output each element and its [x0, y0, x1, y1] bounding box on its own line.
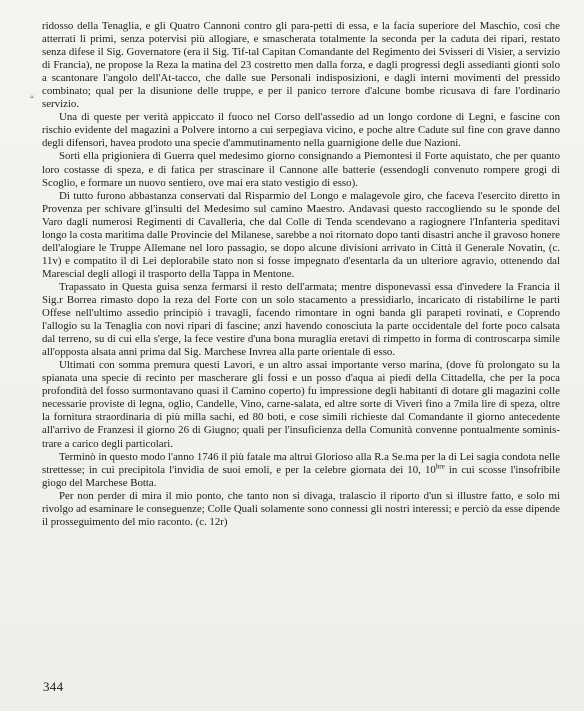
paragraph-1: ridosso della Tenaglia, e gli Quatro Cannoni contro gli para-petti di essa, e la facia superiore del Maschio, così che atterrati li primi, senza potervisi più allogiare, e smascherata totalmente la seconda per la caduta dei ripari, restato senza difese il Sig. Governatore (era il Sig. Tif-tal Capitan Comandante del Regimento dei Svisseri di Visier, a servizio di Francia), ne propose la Reza la matina del 23 costretto men dalla forza, e dagli progressi degli assedianti gionti solo a scantonare l'angolo dell'At-tacco, che dalle sue Personali indisposizioni, e dagli interni movimenti del pressido combinato; qual per la disunione delle truppe, e per il panico terrore d'alcune bombe ricusava di fare l'ordinario servizio. [42, 20, 560, 111]
page-number: 344 [43, 679, 64, 694]
paragraph-8: Per non perder di mira il mio ponto, che tanto non si divaga, tralascio il riporto d'un sì illustre fatto, e solo mi rivolgo ad esaminare le conseguenze; Colle Quali solamente sono connessi gli nostri interessi; e perciò da esse dipende il prosseguimento del mio raconto. (c. 12r) [42, 489, 560, 528]
paragraph-7-text: Terminò in questo modo l'anno 1746 il più fatale ma altrui Glorioso alla R.a Se.ma per la di Lei sagia condota nelle strettesse; in cui precipitola l'invidia de suoi emoli, e per la celebre giornata dei 10, 10 [42, 450, 560, 476]
paragraph-7-superscript: bre [435, 461, 445, 470]
paragraph-6: Ultimati con somma premura questi Lavori, e un altro assai importante verso marina, (dove fù prolongato su la spianata una specie di recinto per mascherare gli fossi e un posso d'aqua ai piedi della Cittadella, che per la poca profondità del fosso surmontavano quasi il Camino coperto) fu impressione degli habitanti di dotare gli magazini colle necessarie proviste di legna, oglio, Candelle, Vino, carne-salata, ed altre sorte di Viveri fino a 7mila lire di speza, oltre la fornitura straordinaria di più milla sachi, ed 80 boti, e cose simili richieste dal Comandante il giorno antecedente all'arrivo de Franzesi il giorno 26 di Giugno; quali per l'insuficienza della Comunità convenne pontualmente soministrare a carico degli particolari. [42, 359, 560, 450]
paragraph-7 [42, 451, 560, 490]
margin-mark: “ [30, 94, 34, 104]
paragraph-5: Trapassato in Questa guisa senza fermarsi il resto dell'armata; mentre disponevassi essa d'invedere la Francia il Sig.r Borrea rimasto dopo la reza del Forte con un solo stacamento a pressidiarlo, incaricato di ristabilirne le parti Offese nell'ultimo assedio principiò i travagli, facendo rimontare in ogni banda gli parapeti rovinati, e Coprendo l'allogio su la Tenaglia con novi ripari di fascine; anzi havendo conosciuta la parte occidentale del forte poco calsata dal terreno, su di cui ella s'erge, la fece vestire d'una bona muraglia eretavi di rimpetto in forma di controscarpa simile all'opposta alsata anni prima dal Sig. Marchese Invrea alla parte orientale di esso. [42, 280, 560, 359]
body-text [42, 20, 560, 529]
paragraph-4: Di tutto furono abbastanza conservati dal Risparmio del Longo e malagevole giro, che faceva l'esercito diretto in Provenza per schivare gl'insulti del Medesimo sul camino Maestro. Andavasi questo raccogliendo su le sponde del Varo dagli numerosi Regimenti di Cavalleria, che dal Colle di Tenda scendevano a ragiognere l'Infanteria speditavi longo la costa maritima dalle Provincie del Milanese, sarebbe a noi ritornato dopo tanti disastri anche il gravoso honere dell'alogiare le Truppe Allemane nel loro passagio, se dopo alcune divisioni arrivato in Città il Generale Novatin, (c. 11v) e compatito il di Lei deplorabile stato non si fosse impegnato d'esentarla da un ulteriore agravio, ottenendo dal Marescial degli allogi il trasporto della Tappa in Mentone. [42, 189, 560, 280]
paragraph-3: Sortì ella prigioniera di Guerra quel medesimo giorno consignando a Piemontesi il Forte aquistato, che per quanto loro costasse di speza, e di fatica per strascinare il Cannone alle batterie (essendogli convenuto rompere grogi di Scoglio, e formare un nuovo sentiero, ove mai era stato vestigio di esso). [42, 150, 560, 189]
paragraph-7-tail: in cui scosse l'insofribile giogo del Marchese Botta. [42, 463, 561, 489]
paragraph-2: Una di queste per verità appiccato il fuoco nel Corso dell'assedio ad un longo cordone di Legni, e fascine con rischio evidente del magazini a Polvere intorno a cui serpegiava vicino, e poche altre Cadute sul fine con grave danno degli difensori, havea prodoto una specie d'ammutinamento nella guarnigione delle due Nazioni. [42, 111, 560, 150]
